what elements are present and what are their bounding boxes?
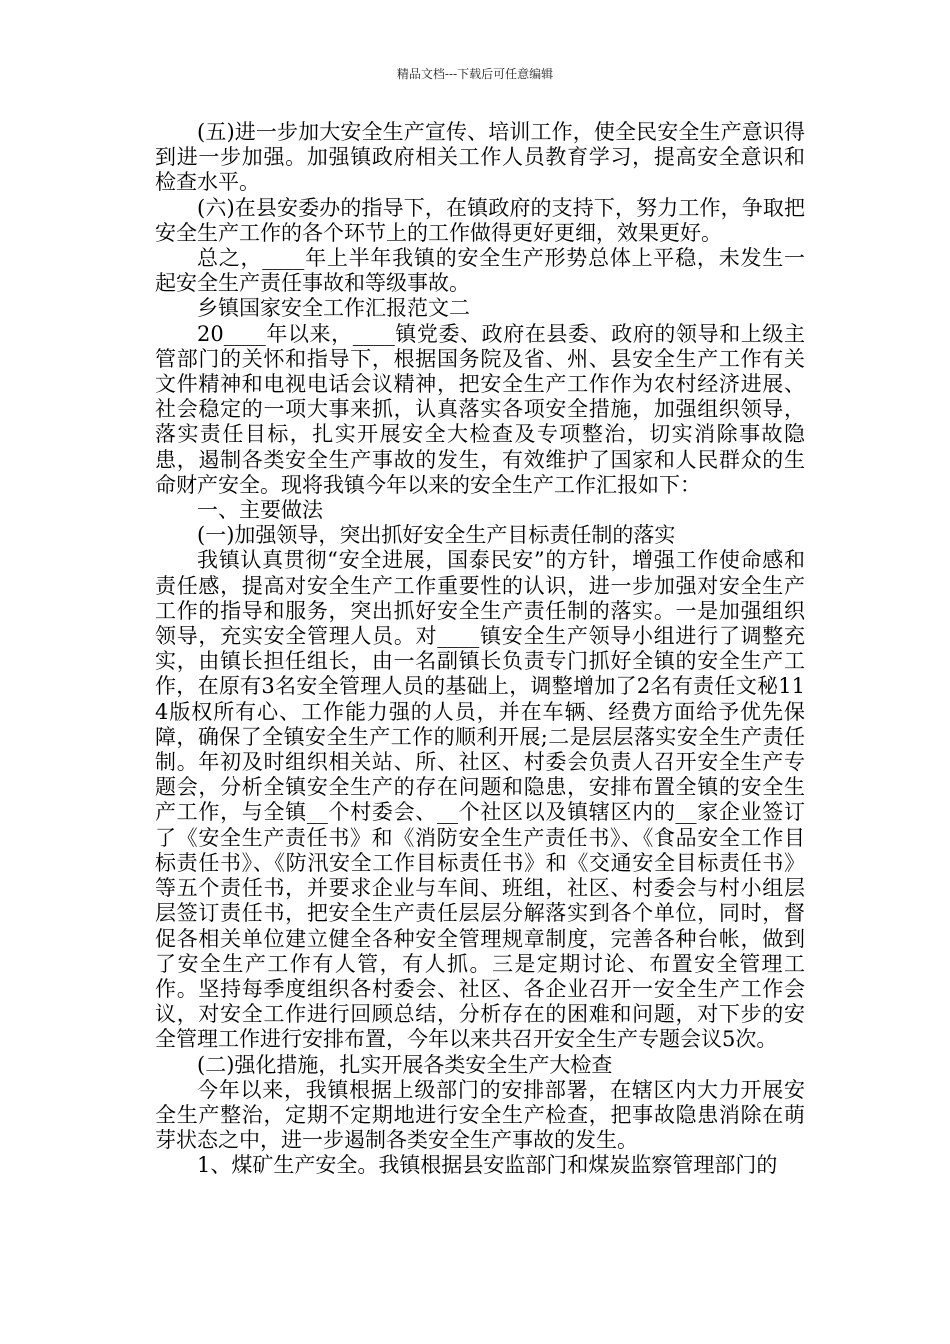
paragraph: 20____年以来，____镇党委、政府在县委、政府的领导和上级主管部门的关怀和指导下，根据国务院及省、州、县安全生产工作有关文件精神和电视电话会议精神，把安全生产工作作为农村经济进展、社会稳定的一项大事来抓，认真落实各项安全措施，加强组织领导，落实责任目标，扎实开展安全大检查及专项整治，切实消除事故隐患，遏制各类安全生产事故的发生，有效维护了国家和人民群众的生命财产安全。现将我镇今年以来的安全生产工作汇报如下： [155,321,805,497]
paragraph: (五)进一步加大安全生产宣传、培训工作，使全民安全生产意识得到进一步加强。加强镇政府相关工作人员教育学习，提高安全意识和检查水平。 [155,120,805,195]
subsection-heading: (二)强化措施，扎实开展各类安全生产大检查 [197,1052,613,1077]
paragraph: (六)在县安委办的指导下，在镇政府的支持下，努力工作，争取把安全生产工作的各个环节上的工作做得更好更细，效果更好。 [155,195,805,245]
subsection-heading: (一)加强领导，突出抓好安全生产目标责任制的落实 [197,523,676,548]
section-heading: 一、主要做法 [197,498,323,523]
paragraph: 我镇认真贯彻“安全进展，国泰民安”的方针，增强工作使命感和责任感，提高对安全生产工作重要性的认识，进一步加强对安全生产工作的指导和服务，突出抓好安全生产责任制的落实。一是加强组织领导，充实安全管理人员。对____镇安全生产领导小组进行了调整充实，由镇长担任组长，由一名副镇长负责专门抓好全镇的安全生产工作，在原有3名安全管理人员的基础上，调整增加了2名有责任文秘114版权所有心、工作能力强的人员，并在车辆、经费方面给予优先保障，确保了全镇安全生产工作的顺利开展;二是层层落实安全生产责任制。年初及时组织相关站、所、社区、村委会负责人召开安全生产专题会，分析全镇安全生产的存在问题和隐患，安排布置全镇的安全生产工作，与全镇__个村委会、__个社区以及镇辖区内的__家企业签订了《安全生产责任书》和《消防安全生产责任书》、《食品安全工作目标责任书》、《防汛安全工作目标责任书》和《交通安全目标责任书》等五个责任书，并要求企业与车间、班组，社区、村委会与村小组层层签订责任书，把安全生产责任层层分解落实到各个单位，同时，督促各相关单位建立健全各种安全管理规章制度，完善各种台帐，做到了安全生产工作有人管，有人抓。三是定期讨论、布置安全管理工作。坚持每季度组织各村委会、社区、各企业召开一安全生产工作会议，对安全工作进行回顾总结，分析存在的困难和问题，对下步的安全管理工作进行安排布置，今年以来共召开安全生产专题会议5次。 [155,548,805,1052]
page-header: 精品文档---下载后可任意编辑 [396,67,554,81]
paragraph: 今年以来，我镇根据上级部门的安排部署，在辖区内大力开展安全生产整治，定期不定期地进行安全生产检查，把事故隐患消除在萌芽状态之中，进一步遏制各类安全生产事故的发生。 [155,1077,805,1153]
document-body [155,120,805,1179]
section-title: 乡镇国家安全工作汇报范文二 [197,296,470,321]
paragraph: 1、煤矿生产安全。我镇根据县安监部门和煤炭监察管理部门的 [197,1153,778,1178]
paragraph: 总之，____年上半年我镇的安全生产形势总体上平稳，未发生一起安全生产责任事故和等级事故。 [155,246,805,296]
